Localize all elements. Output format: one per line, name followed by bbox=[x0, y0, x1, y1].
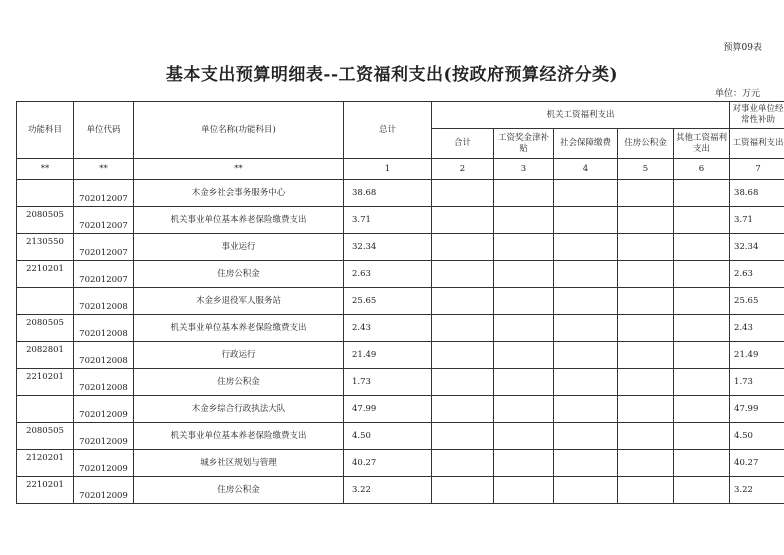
org-social-cell bbox=[554, 315, 618, 342]
index-cell: 6 bbox=[674, 159, 730, 180]
header-org-group: 机关工资福利支出 bbox=[432, 102, 730, 129]
org-sum-cell bbox=[432, 180, 494, 207]
subsidy-wages-cell: 2.43 bbox=[730, 315, 784, 342]
org-sum-cell bbox=[432, 342, 494, 369]
index-cell: 5 bbox=[618, 159, 674, 180]
subsidy-wages-cell: 2.63 bbox=[730, 261, 784, 288]
org-sum-cell bbox=[432, 288, 494, 315]
table-row bbox=[17, 369, 784, 396]
org-wages-cell bbox=[494, 180, 554, 207]
org-wages-cell bbox=[494, 234, 554, 261]
unit-name-cell: 行政运行 bbox=[134, 342, 344, 369]
table-row bbox=[17, 288, 784, 315]
subsidy-wages-cell: 4.50 bbox=[730, 423, 784, 450]
org-housing-cell bbox=[618, 180, 674, 207]
total-cell: 32.34 bbox=[344, 234, 432, 261]
unit-code-cell: 702012008 bbox=[74, 315, 134, 342]
func-subject-cell: 2080505 bbox=[17, 207, 74, 234]
unit-name-cell: 住房公积金 bbox=[134, 369, 344, 396]
org-social-cell bbox=[554, 288, 618, 315]
func-subject-cell bbox=[17, 180, 74, 207]
org-sum-cell bbox=[432, 207, 494, 234]
total-cell: 38.68 bbox=[344, 180, 432, 207]
index-cell: 2 bbox=[432, 159, 494, 180]
unit-code-cell: 702012009 bbox=[74, 477, 134, 504]
org-social-cell bbox=[554, 261, 618, 288]
org-wages-cell bbox=[494, 342, 554, 369]
table-row bbox=[17, 180, 784, 207]
total-cell: 21.49 bbox=[344, 342, 432, 369]
unit-code-cell: 702012007 bbox=[74, 261, 134, 288]
unit-name-cell: 木金乡退役军人服务站 bbox=[134, 288, 344, 315]
func-subject-cell bbox=[17, 396, 74, 423]
table-row bbox=[17, 450, 784, 477]
table-row bbox=[17, 396, 784, 423]
unit-name-cell: 机关事业单位基本养老保险缴费支出 bbox=[134, 423, 344, 450]
org-other-cell bbox=[674, 477, 730, 504]
org-other-cell bbox=[674, 180, 730, 207]
index-cell: ** bbox=[134, 159, 344, 180]
subsidy-wages-cell: 47.99 bbox=[730, 396, 784, 423]
index-cell: ** bbox=[74, 159, 134, 180]
org-sum-cell bbox=[432, 369, 494, 396]
org-wages-cell bbox=[494, 477, 554, 504]
unit-code-cell: 702012007 bbox=[74, 180, 134, 207]
unit-code-cell: 702012009 bbox=[74, 423, 134, 450]
func-subject-cell bbox=[17, 288, 74, 315]
org-other-cell bbox=[674, 342, 730, 369]
unit-code-cell: 702012009 bbox=[74, 450, 134, 477]
org-housing-cell bbox=[618, 207, 674, 234]
unit-name-cell: 住房公积金 bbox=[134, 261, 344, 288]
table-row bbox=[17, 261, 784, 288]
org-wages-cell bbox=[494, 315, 554, 342]
unit-name-cell: 机关事业单位基本养老保险缴费支出 bbox=[134, 315, 344, 342]
subsidy-wages-cell: 21.49 bbox=[730, 342, 784, 369]
total-cell: 4.50 bbox=[344, 423, 432, 450]
org-sum-cell bbox=[432, 450, 494, 477]
header-func-subject: 功能科目 bbox=[17, 102, 74, 159]
budget-table bbox=[16, 101, 784, 504]
org-wages-cell bbox=[494, 261, 554, 288]
org-housing-cell bbox=[618, 234, 674, 261]
total-cell: 25.65 bbox=[344, 288, 432, 315]
table-row bbox=[17, 423, 784, 450]
index-cell: 3 bbox=[494, 159, 554, 180]
func-subject-cell: 2210201 bbox=[17, 477, 74, 504]
table-row bbox=[17, 315, 784, 342]
org-social-cell bbox=[554, 477, 618, 504]
org-social-cell bbox=[554, 342, 618, 369]
org-sum-cell bbox=[432, 315, 494, 342]
subsidy-wages-cell: 38.68 bbox=[730, 180, 784, 207]
org-housing-cell bbox=[618, 396, 674, 423]
org-housing-cell bbox=[618, 288, 674, 315]
org-other-cell bbox=[674, 396, 730, 423]
unit-code-cell: 702012007 bbox=[74, 234, 134, 261]
table-row bbox=[17, 234, 784, 261]
org-wages-cell bbox=[494, 369, 554, 396]
form-code: 预算09表 bbox=[723, 43, 762, 53]
org-wages-cell bbox=[494, 396, 554, 423]
org-wages-cell bbox=[494, 450, 554, 477]
index-cell: 1 bbox=[344, 159, 432, 180]
org-sum-cell bbox=[432, 261, 494, 288]
subsidy-wages-cell: 32.34 bbox=[730, 234, 784, 261]
org-sum-cell bbox=[432, 477, 494, 504]
table-row bbox=[17, 342, 784, 369]
unit-code-cell: 702012008 bbox=[74, 369, 134, 396]
subsidy-wages-cell: 1.73 bbox=[730, 369, 784, 396]
unit-name-cell: 城乡社区规划与管理 bbox=[134, 450, 344, 477]
unit-name-cell: 木金乡综合行政执法大队 bbox=[134, 396, 344, 423]
total-cell: 3.22 bbox=[344, 477, 432, 504]
org-housing-cell bbox=[618, 315, 674, 342]
func-subject-cell: 2080505 bbox=[17, 423, 74, 450]
org-other-cell bbox=[674, 207, 730, 234]
total-cell: 1.73 bbox=[344, 369, 432, 396]
header-org-other: 其他工资福利支出 bbox=[674, 129, 730, 159]
org-wages-cell bbox=[494, 288, 554, 315]
unit-code-cell: 702012009 bbox=[74, 396, 134, 423]
func-subject-cell: 2120201 bbox=[17, 450, 74, 477]
func-subject-cell: 2080505 bbox=[17, 315, 74, 342]
org-other-cell bbox=[674, 423, 730, 450]
unit-name-cell: 事业运行 bbox=[134, 234, 344, 261]
table-row bbox=[17, 207, 784, 234]
org-other-cell bbox=[674, 369, 730, 396]
org-other-cell bbox=[674, 450, 730, 477]
org-sum-cell bbox=[432, 423, 494, 450]
org-social-cell bbox=[554, 450, 618, 477]
func-subject-cell: 2130550 bbox=[17, 234, 74, 261]
org-social-cell bbox=[554, 396, 618, 423]
unit-name-cell: 住房公积金 bbox=[134, 477, 344, 504]
org-other-cell bbox=[674, 315, 730, 342]
org-housing-cell bbox=[618, 342, 674, 369]
index-cell: 7 bbox=[730, 159, 784, 180]
total-cell: 40.27 bbox=[344, 450, 432, 477]
header-unit-code: 单位代码 bbox=[74, 102, 134, 159]
header-unit-name: 单位名称(功能科目) bbox=[134, 102, 344, 159]
header-org-social: 社会保障缴费 bbox=[554, 129, 618, 159]
org-sum-cell bbox=[432, 234, 494, 261]
total-cell: 47.99 bbox=[344, 396, 432, 423]
org-wages-cell bbox=[494, 207, 554, 234]
org-housing-cell bbox=[618, 423, 674, 450]
subsidy-wages-cell: 40.27 bbox=[730, 450, 784, 477]
header-subsidy-group: 对事业单位经常性补助 bbox=[730, 102, 784, 129]
func-subject-cell: 2082801 bbox=[17, 342, 74, 369]
header-org-wages: 工资奖金津补贴 bbox=[494, 129, 554, 159]
table-row bbox=[17, 477, 784, 504]
unit-name-cell: 木金乡社会事务服务中心 bbox=[134, 180, 344, 207]
org-social-cell bbox=[554, 423, 618, 450]
header-org-housing: 住房公积金 bbox=[618, 129, 674, 159]
org-sum-cell bbox=[432, 396, 494, 423]
unit-code-cell: 702012007 bbox=[74, 207, 134, 234]
index-cell: ** bbox=[17, 159, 74, 180]
org-housing-cell bbox=[618, 369, 674, 396]
func-subject-cell: 2210201 bbox=[17, 369, 74, 396]
org-other-cell bbox=[674, 234, 730, 261]
org-wages-cell bbox=[494, 423, 554, 450]
total-cell: 3.71 bbox=[344, 207, 432, 234]
org-social-cell bbox=[554, 234, 618, 261]
total-cell: 2.63 bbox=[344, 261, 432, 288]
subsidy-wages-cell: 3.22 bbox=[730, 477, 784, 504]
org-housing-cell bbox=[618, 450, 674, 477]
index-cell: 4 bbox=[554, 159, 618, 180]
func-subject-cell: 2210201 bbox=[17, 261, 74, 288]
total-cell: 2.43 bbox=[344, 315, 432, 342]
unit-label: 单位：万元 bbox=[714, 89, 760, 99]
unit-name-cell: 机关事业单位基本养老保险缴费支出 bbox=[134, 207, 344, 234]
org-social-cell bbox=[554, 207, 618, 234]
org-social-cell bbox=[554, 369, 618, 396]
subsidy-wages-cell: 3.71 bbox=[730, 207, 784, 234]
org-social-cell bbox=[554, 180, 618, 207]
unit-code-cell: 702012008 bbox=[74, 288, 134, 315]
header-org-sum: 合计 bbox=[432, 129, 494, 159]
header-total: 总计 bbox=[344, 102, 432, 159]
org-housing-cell bbox=[618, 261, 674, 288]
page-title: 基本支出预算明细表--工资福利支出(按政府预算经济分类) bbox=[165, 65, 619, 85]
org-housing-cell bbox=[618, 477, 674, 504]
unit-code-cell: 702012008 bbox=[74, 342, 134, 369]
header-subsidy-wages: 工资福利支出 bbox=[730, 129, 784, 159]
subsidy-wages-cell: 25.65 bbox=[730, 288, 784, 315]
org-other-cell bbox=[674, 288, 730, 315]
org-other-cell bbox=[674, 261, 730, 288]
